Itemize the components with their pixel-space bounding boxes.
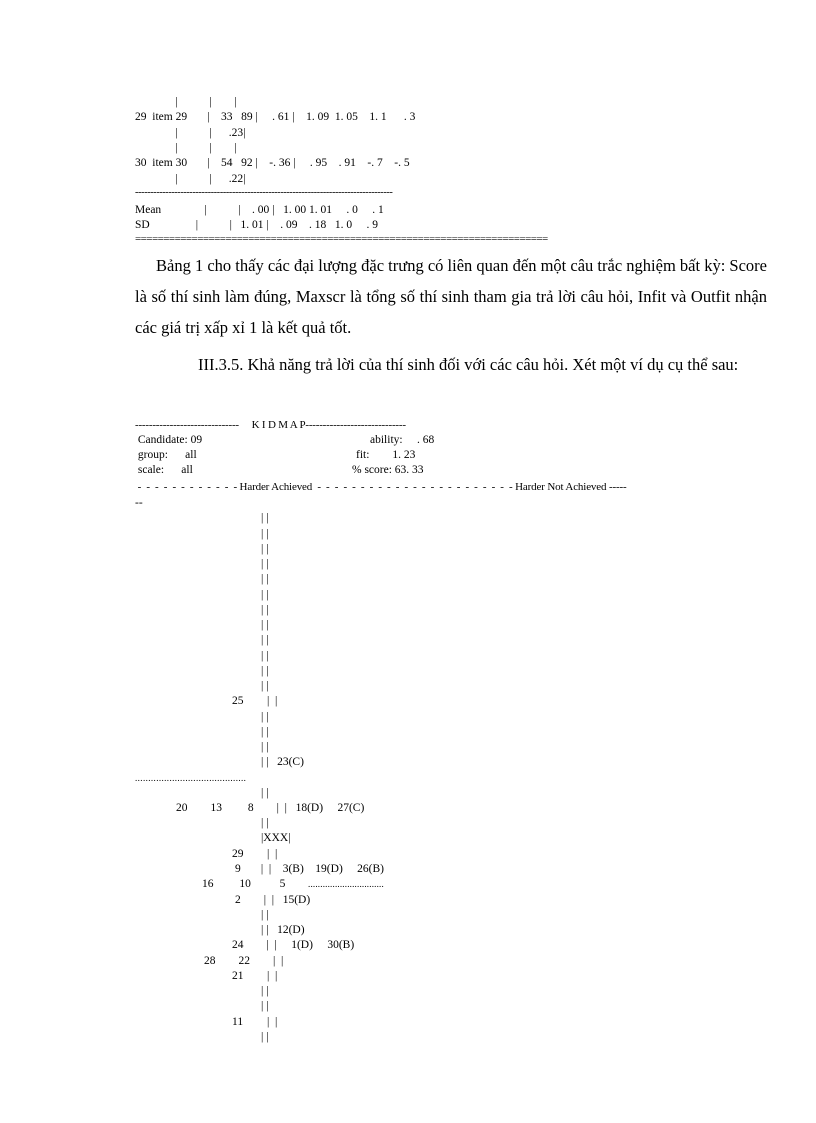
kidmap-axis: | |: [261, 1000, 269, 1012]
kidmap-axis: | |: [261, 909, 269, 921]
kidmap-row-16-10-5: 16 10 5: [202, 878, 286, 890]
kidmap-scale: scale: all: [135, 464, 193, 476]
kidmap-axis: | |: [261, 985, 269, 997]
paragraph-table-explanation: Bảng 1 cho thấy các đại lượng đặc trưng có liên quan đến một câu trắc nghiệm bất kỳ: Score là số thí sinh làm đúng, Maxscr là tổng số thí sinh tham gia trả lời câu hỏi, Infit và Outfit nhận các giá trị xấp xỉ 1 là kết quả tốt.: [135, 256, 767, 337]
kidmap-header: ------------------------------ K I D M A P-----------------------------: [135, 419, 406, 431]
kidmap-axis: | |: [267, 695, 278, 707]
kidmap-item-23: | | 23(C): [261, 756, 304, 768]
kidmap-row-9: 9 | | 3(B) 19(D) 26(B): [235, 863, 384, 875]
kidmap-item-29: 29: [232, 848, 244, 860]
kidmap-axis: | |: [261, 619, 269, 631]
kidmap-harder-line-wrap: --: [135, 497, 143, 509]
table-row-sd: SD | | 1. 01 | . 09 . 18 1. 0 . 9: [135, 219, 378, 231]
kidmap-fit: fit: 1. 23: [356, 449, 416, 461]
kidmap-group: group: all: [135, 449, 197, 461]
kidmap-item-21: 21: [232, 970, 244, 982]
kidmap-axis: | |: [267, 848, 278, 860]
table-row-spacer: | | |: [135, 142, 237, 154]
table-double-separator: =========================================================================: [135, 233, 548, 245]
kidmap-axis: | |: [261, 711, 269, 723]
kidmap-axis: | |: [261, 604, 269, 616]
kidmap-axis: | |: [261, 512, 269, 524]
paragraph-section-heading: III.3.5. Khả năng trả lời của thí sinh đối với các câu hỏi. Xét một ví dụ cụ thể sau:: [198, 355, 739, 374]
kidmap-axis: | |: [261, 558, 269, 570]
kidmap-axis: | |: [261, 634, 269, 646]
kidmap-axis: | |: [261, 589, 269, 601]
kidmap-harder-line: - - - - - - - - - - - - Harder Achieved - - - - - - - - - - - - - - - - - - - - - - - Harder Not Achieved -----: [135, 481, 627, 493]
table-row-spacer: | | |: [135, 96, 237, 108]
kidmap-axis: | |: [261, 741, 269, 753]
table-separator: -------------------------------------------------------------------------------------: [135, 187, 393, 198]
kidmap-candidate: Candidate: 09: [135, 434, 203, 446]
kidmap-ability: ability: . 68: [370, 434, 435, 446]
kidmap-axis: | |: [261, 1031, 269, 1043]
kidmap-dotted-line: ...............................: [308, 879, 384, 889]
kidmap-axis: | |: [261, 543, 269, 555]
kidmap-axis: | |: [267, 970, 278, 982]
kidmap-axis: | |: [261, 665, 269, 677]
kidmap-axis: | |: [261, 787, 269, 799]
kidmap-row-20-13-8: 20 13 8 | | 18(D) 27(C): [176, 802, 365, 814]
kidmap-item-11: 11: [232, 1016, 244, 1028]
table-row-item-29-se: | | .23|: [135, 127, 246, 139]
kidmap-axis: | |: [261, 573, 269, 585]
kidmap-row-2: 2 | | 15(D): [235, 894, 311, 906]
kidmap-axis: | |: [267, 1016, 278, 1028]
kidmap-axis: | |: [261, 528, 269, 540]
kidmap-row-24: 24 | | 1(D) 30(B): [232, 939, 355, 951]
table-row-mean: Mean | | . 00 | 1. 00 1. 01 . 0 . 1: [135, 204, 384, 216]
kidmap-row-28-22: 28 22 | |: [204, 955, 284, 967]
table-row-item-30-se: | | .22|: [135, 173, 246, 185]
kidmap-score: % score: 63. 33: [352, 464, 424, 476]
table-row-item-29: 29 item 29 | 33 89 | . 61 | 1. 09 1. 05 1. 1 . 3: [135, 111, 416, 123]
kidmap-axis: | |: [261, 817, 269, 829]
kidmap-item-25: 25: [232, 695, 244, 707]
kidmap-axis: | |: [261, 680, 269, 692]
kidmap-ability-marker: |XXX|: [261, 832, 291, 844]
kidmap-axis: | |: [261, 650, 269, 662]
kidmap-item-12: | | 12(D): [261, 924, 305, 936]
kidmap-dotted-line: ..........................................: [135, 773, 247, 783]
table-row-item-30: 30 item 30 | 54 92 | -. 36 | . 95 . 91 -. 7 -. 5: [135, 157, 410, 169]
kidmap-axis: | |: [261, 726, 269, 738]
